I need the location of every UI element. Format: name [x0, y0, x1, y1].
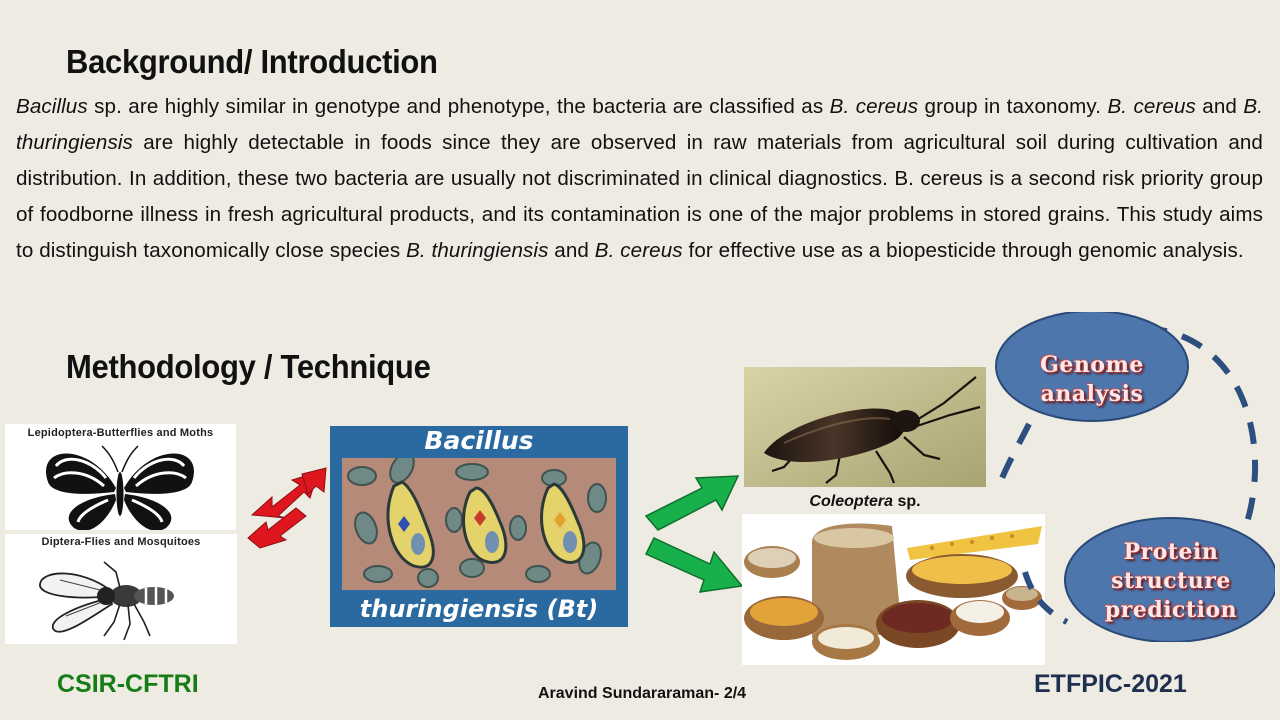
heading-background: Background/ Introduction	[66, 43, 438, 81]
diptera-caption: Diptera-Flies and Mosquitoes	[41, 536, 201, 548]
beetle-caption-italic: Coleoptera	[809, 493, 893, 510]
lepidoptera-image	[5, 424, 236, 530]
butterfly-icon	[5, 424, 236, 530]
intro-text: B. cereus	[594, 239, 683, 262]
genome-analysis-node	[992, 312, 1192, 422]
green-arrows-icon	[640, 468, 745, 598]
diptera-image	[5, 534, 237, 644]
intro-text: B. thuringiensis	[16, 95, 1264, 154]
intro-text: B. cereus	[1107, 95, 1196, 118]
intro-text: B. thuringiensis	[406, 239, 549, 262]
heading-methodology: Methodology / Technique	[66, 348, 431, 386]
intro-text: group in taxonomy.	[918, 95, 1108, 118]
intro-text: are highly detectable in foods since they are observed in raw materials from agricultural soil during cultivation and distribution. In addition, these two bacteria are usually not discriminated in clinical diagnostics. B. cereus is a second risk priority group of foodborne illness in fresh agricultural products, and its contamination is one of the major problems in stored grains. This study aims to distinguish taxonomically close species	[16, 131, 1263, 262]
beetle-image	[744, 367, 986, 487]
footer-author: Aravind Sundararaman- 2/4	[538, 685, 747, 702]
lepidoptera-caption: Lepidoptera-Butterflies and Moths	[27, 427, 214, 439]
protein-label-3: prediction	[1104, 597, 1238, 623]
beetle-caption-rest: sp.	[893, 493, 921, 510]
intro-text: B. cereus	[829, 95, 919, 118]
intro-text: and	[548, 239, 595, 262]
footer-org: CSIR-CFTRI	[57, 670, 199, 698]
intro-text: Bacillus	[16, 95, 88, 118]
intro-text: for effective use as a biopesticide through genomic analysis.	[682, 239, 1244, 262]
bacillus-image	[330, 426, 628, 627]
intro-text: sp. are highly similar in genotype and phenotype, the bacteria are classified as	[87, 95, 830, 118]
protein-prediction-node	[1065, 518, 1277, 642]
genome-label-2: analysis	[1040, 381, 1144, 407]
protein-label-2: structure	[1111, 568, 1231, 594]
bt-top-label: Bacillus	[424, 426, 534, 455]
intro-paragraph	[16, 89, 1263, 269]
intro-text: and	[1195, 95, 1244, 118]
bacteria-illustration	[342, 458, 616, 590]
fly-icon	[5, 534, 237, 644]
bt-bottom-label: thuringiensis (Bt)	[359, 595, 599, 623]
footer-event: ETFPIC-2021	[1034, 670, 1187, 698]
genome-label-1: Genome	[1040, 352, 1144, 378]
red-arrows-icon	[240, 460, 335, 555]
protein-label-1: Protein	[1123, 539, 1219, 565]
beetle-caption	[744, 493, 986, 511]
